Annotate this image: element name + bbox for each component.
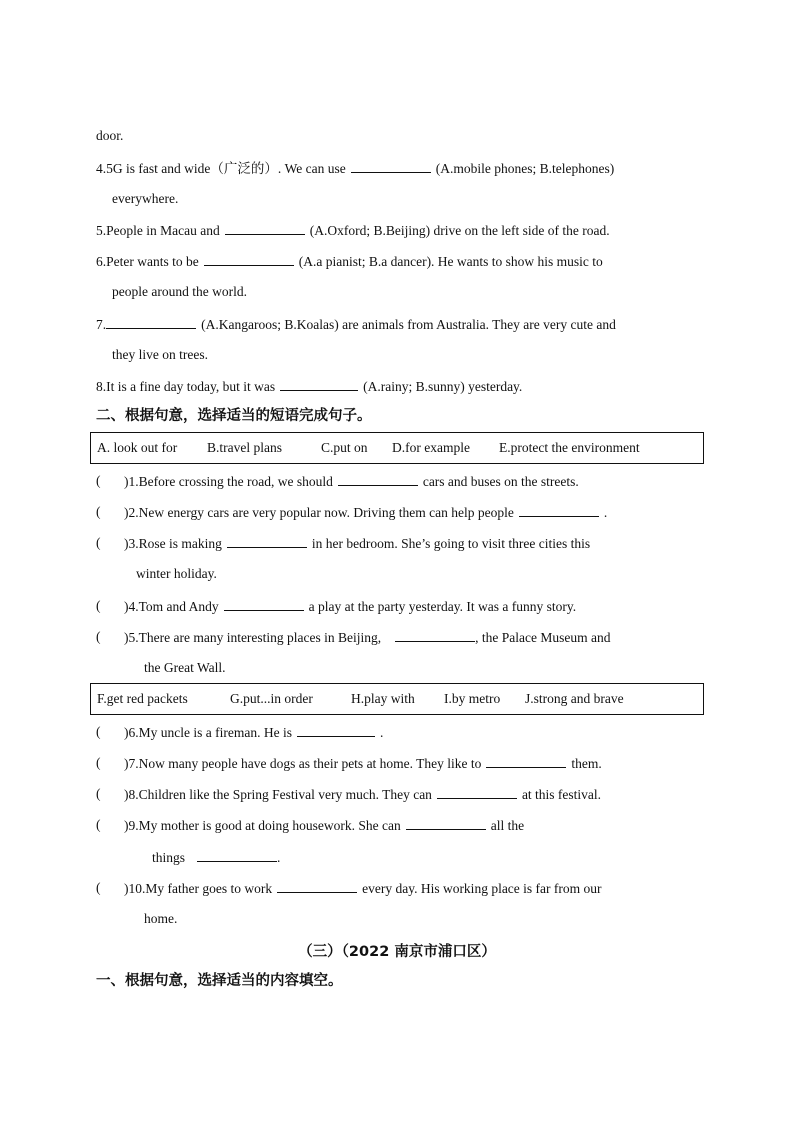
question-s2-3: )3.Rose is making in her bedroom. She’s going to visit three cities this bbox=[124, 536, 591, 551]
question-5: 5.People in Macau and (A.Oxford; B.Beijing) drive on the left side of the road. bbox=[96, 223, 610, 238]
option-d: D.for example bbox=[392, 440, 470, 455]
option-h: H.play with bbox=[351, 691, 415, 706]
answer-blank[interactable] bbox=[204, 252, 294, 266]
answer-blank[interactable] bbox=[280, 377, 358, 391]
option-b: B.travel plans bbox=[207, 440, 282, 455]
answer-blank[interactable] bbox=[406, 816, 486, 830]
option-box-1 bbox=[90, 432, 704, 464]
answer-blank[interactable] bbox=[519, 503, 599, 517]
answer-paren[interactable]: ( bbox=[96, 504, 101, 519]
answer-paren[interactable]: ( bbox=[96, 598, 101, 613]
question-s2-3-cont: winter holiday. bbox=[136, 566, 217, 581]
question-8: 8.It is a fine day today, but it was (A.rainy; B.sunny) yesterday. bbox=[96, 379, 523, 394]
answer-blank[interactable] bbox=[224, 597, 304, 611]
answer-paren[interactable]: ( bbox=[96, 629, 101, 644]
question-4-cont: everywhere. bbox=[112, 191, 179, 206]
question-s2-9: )9.My mother is good at doing housework. She can all the bbox=[124, 818, 525, 833]
answer-paren[interactable]: ( bbox=[96, 786, 101, 801]
question-s2-2: )2.New energy cars are very popular now. Driving them can help people . bbox=[124, 505, 608, 520]
option-e: E.protect the environment bbox=[499, 440, 640, 455]
question-s2-9-cont: things . bbox=[152, 850, 281, 865]
question-s2-5-cont: the Great Wall. bbox=[144, 660, 226, 675]
question-7-cont: they live on trees. bbox=[112, 347, 208, 362]
answer-blank[interactable] bbox=[197, 848, 277, 862]
option-j: J.strong and brave bbox=[525, 691, 624, 706]
answer-blank[interactable] bbox=[106, 315, 196, 329]
answer-paren[interactable]: ( bbox=[96, 724, 101, 739]
answer-blank[interactable] bbox=[297, 723, 375, 737]
section-heading: 一、根据句意，选择适当的内容填空。 bbox=[96, 973, 343, 989]
question-6-cont: people around the world. bbox=[112, 284, 247, 299]
question-7: 7. (A.Kangaroos; B.Koalas) are animals from Australia. They are very cute and bbox=[96, 317, 616, 332]
answer-paren[interactable]: ( bbox=[96, 473, 101, 488]
answer-paren[interactable]: ( bbox=[96, 817, 101, 832]
answer-blank[interactable] bbox=[437, 785, 517, 799]
question-s2-6: )6.My uncle is a fireman. He is . bbox=[124, 725, 384, 740]
question-s2-7: )7.Now many people have dogs as their pets at home. They like to them. bbox=[124, 756, 602, 771]
section-title: （三）（2022 南京市浦口区） bbox=[298, 944, 496, 960]
question-s2-10-cont: home. bbox=[144, 911, 178, 926]
answer-blank[interactable] bbox=[277, 879, 357, 893]
question-s2-10: )10.My father goes to work every day. His working place is far from our bbox=[124, 881, 602, 896]
question-4: 4.5G is fast and wide（广泛的）. We can use (A.mobile phones; B.telephones) bbox=[96, 161, 615, 176]
answer-paren[interactable]: ( bbox=[96, 755, 101, 770]
question-s2-8: )8.Children like the Spring Festival very much. They can at this festival. bbox=[124, 787, 602, 802]
answer-blank[interactable] bbox=[351, 159, 431, 173]
answer-blank[interactable] bbox=[225, 221, 305, 235]
option-f: F.get red packets bbox=[97, 691, 188, 706]
option-g: G.put...in order bbox=[230, 691, 313, 706]
question-s2-1: )1.Before crossing the road, we should cars and buses on the streets. bbox=[124, 474, 579, 489]
section-heading: 二、根据句意，选择适当的短语完成句子。 bbox=[96, 408, 372, 424]
question-s2-4: )4.Tom and Andy a play at the party yesterday. It was a funny story. bbox=[124, 599, 577, 614]
option-a: A. look out for bbox=[97, 440, 178, 455]
option-i: I.by metro bbox=[444, 691, 501, 706]
answer-blank[interactable] bbox=[486, 754, 566, 768]
text-line: door. bbox=[96, 128, 124, 143]
question-6: 6.Peter wants to be (A.a pianist; B.a dancer). He wants to show his music to bbox=[96, 254, 603, 269]
question-s2-5: )5.There are many interesting places in Beijing, , the Palace Museum and bbox=[124, 630, 611, 645]
answer-blank[interactable] bbox=[395, 628, 475, 642]
option-c: C.put on bbox=[321, 440, 368, 455]
answer-blank[interactable] bbox=[227, 534, 307, 548]
answer-paren[interactable]: ( bbox=[96, 535, 101, 550]
answer-blank[interactable] bbox=[338, 472, 418, 486]
option-box-2 bbox=[90, 683, 704, 715]
answer-paren[interactable]: ( bbox=[96, 880, 101, 895]
